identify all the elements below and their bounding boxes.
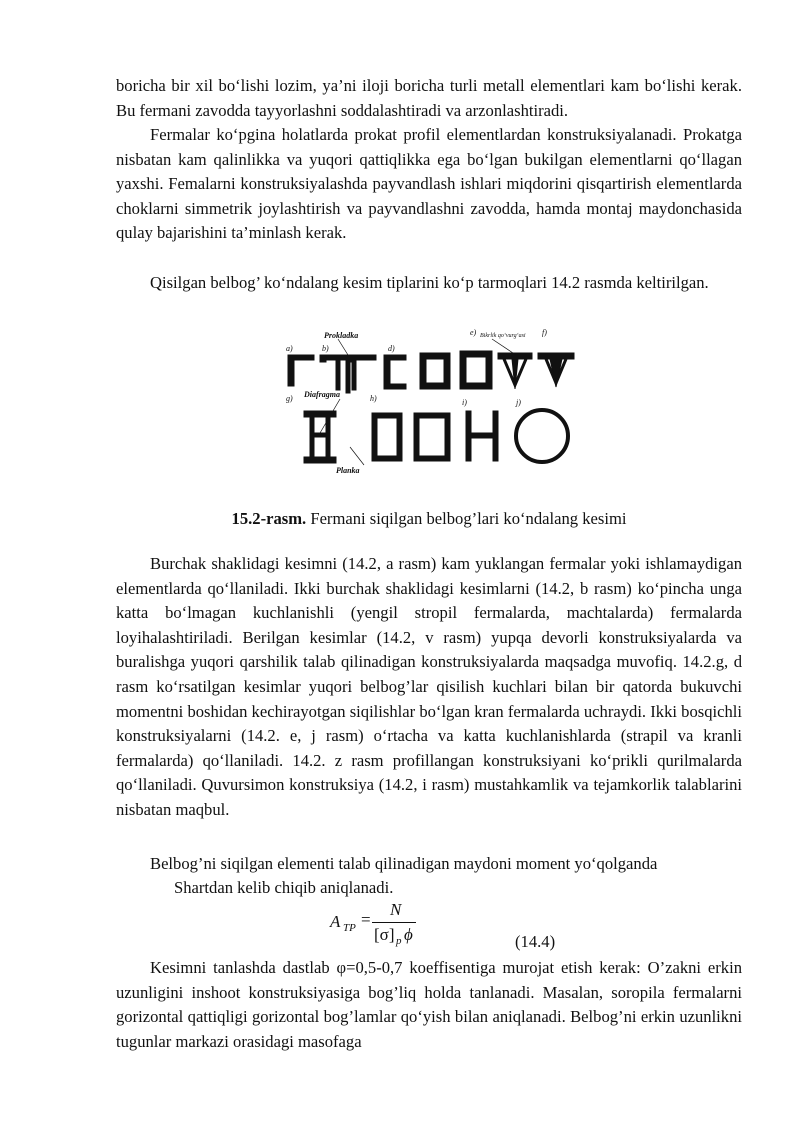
- fraction-bar: [372, 922, 416, 923]
- gusset-plate: [346, 355, 350, 393]
- label-f: f): [542, 328, 547, 337]
- label-diafragma: Diafragma: [304, 390, 340, 399]
- label-prokladka: Prokladka: [324, 331, 359, 340]
- paragraph-5: Belbog’ni siqilgan elementi talab qilinadigan maydoni moment yo‘qolganda: [150, 854, 658, 873]
- label-e: e): [470, 328, 477, 337]
- label-d: d): [388, 344, 395, 353]
- cross-section-figure: [280, 325, 580, 475]
- label-g: g): [286, 394, 293, 403]
- label-bikrlik: Bikrlik qo‘vurg‘asi: [480, 333, 526, 339]
- equation-number: (14.4): [515, 932, 556, 951]
- paragraph-4: Burchak shaklidagi kesimni (14.2, a rasm) kam yuklangan fermalar yoki ishlamaydigan elementlarda qo‘llaniladi. Ikki burchak shaklidagi kesimlarni (14.2, b rasm) ko‘pincha unga katta bo‘lmagan kuchlanishli (yengil stropil fermalarda, machtalarda) fermalarda loyihalashtiriladi. Berilgan kesimlar (14.2, v rasm) yupqa devorli konstruksiyalarda va buralishga yuqori qarshilik talab qilinadigan konstruksiyalarda maqsadga muvofiq. 14.2.g, d rasm ko‘rsatilgan kesimlar yuqori belbog’lar qisilish kuchlari bilan bir qatorda bukuvchi momentni boshidan kechirayotgan siqilishlar bo‘lgan kran fermalarda uchraydi. Ikki bosqichli konstruksiyalarni (14.2. e, j rasm) o‘rtacha va katta kuchlanishlarda (strapil va kranli fermalarda) qo‘llaniladi. 14.2. z rasm profillangan konstruksiyani ko‘prikli qurilmalarda qo‘llaniladi. Quvursimon konstruksiya (14.2, i rasm) mustahkamlik va tejamkorlik talablarini nisbatan maqbul.: [116, 554, 742, 819]
- label-h: h): [370, 394, 377, 403]
- paragraph-3: Qisilgan belbog’ ko‘ndalang kesim tiplarini ko‘p tarmoqlari 14.2 rasmda keltirilgan.: [150, 273, 709, 292]
- label-i: i): [462, 398, 467, 407]
- label-b: b): [322, 344, 329, 353]
- label-j: j): [516, 398, 521, 407]
- formula-denominator: [σ]: [374, 925, 395, 944]
- formula-phi: ϕ: [404, 925, 413, 944]
- formula-lhs: A: [330, 912, 341, 931]
- paragraph-1: boricha bir xil bo‘lishi lozim, ya’ni iloji boricha turli metall elementlari kam bo‘lishi kerak. Bu fermani zavodda tayyorlashni soddalashtiradi va arzonlashtiradi.: [116, 76, 742, 120]
- label-a: a): [286, 344, 293, 353]
- tube-section-j: [516, 410, 568, 462]
- caption-text: Fermani siqilgan belbog’lari ko‘ndalang kesimi: [306, 509, 627, 528]
- formula-14-4: [330, 900, 450, 948]
- paragraph-6: Shartdan kelib chiqib aniqlanadi.: [174, 878, 394, 897]
- formula-numerator: N: [390, 900, 402, 919]
- angle-section-a: [288, 355, 314, 386]
- formula-equals: =: [361, 910, 371, 929]
- label-planka: Planka: [336, 466, 360, 475]
- formula-lhs-sub: TP: [343, 922, 356, 934]
- caption-number: 15.2-rasm.: [231, 509, 307, 528]
- paragraph-7: Kesimni tanlashda dastlab φ=0,5-0,7 koeffisentiga murojat etish kerak: O’zakni erkin uzunligini inshoot konstruksiyasiga bog’liq holda tanlanadi. Masalan, soropila fermalarni gorizontal qattiqligi gorizontal bog’lamlar qo‘yish bilan aniqlanadi. Belbog’ni erkin uzunlikni tugunlar markazi orasidagi masofaga: [116, 958, 742, 1051]
- formula-denominator-sub: p: [396, 935, 402, 947]
- figure-caption: [116, 508, 742, 530]
- paragraph-2: Fermalar ko‘pgina holatlarda prokat profil elementlardan konstruksiyalanadi. Prokatga nisbatan kam qalinlikka va yuqori qattiqlikka ega bo‘lgan bukilgan elementlarni qo‘llagan yaxshi. Femalarni konstruksiyalashda payvandlash ishlari miqdorini qisqartirish elementlarda choklarni simmetrik joylashtirish va payvandlashni zavodda, hamda montaj maydonchasida qulay bajarishini ta’minlash kerak.: [116, 125, 742, 243]
